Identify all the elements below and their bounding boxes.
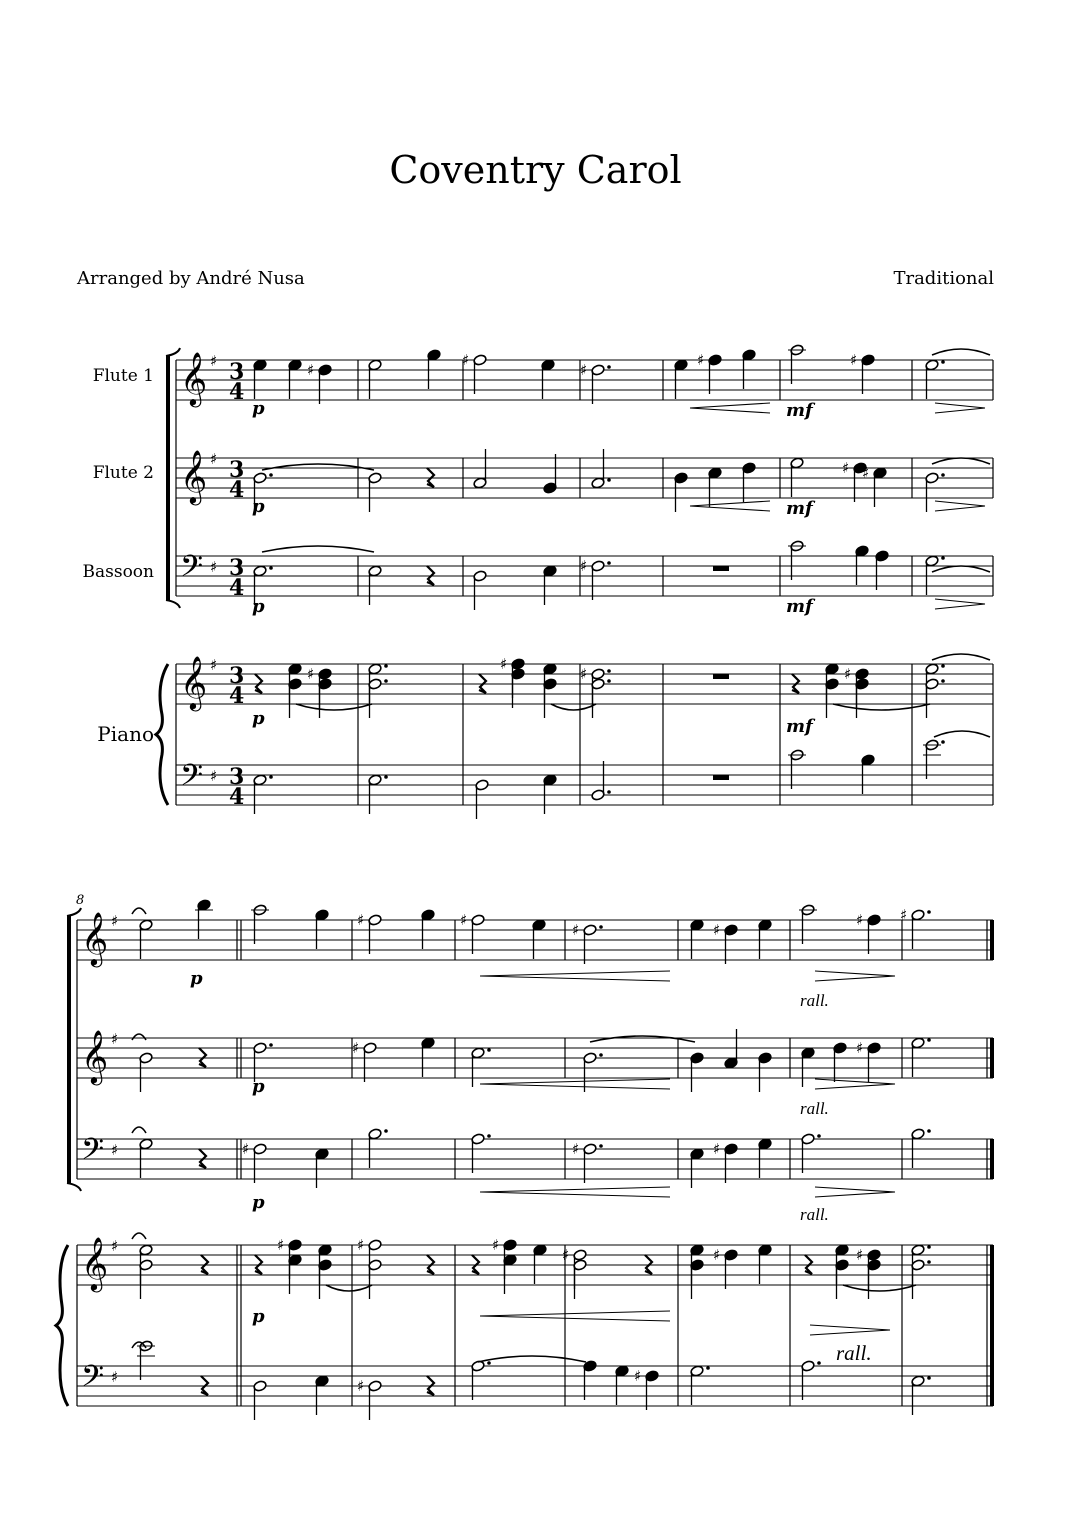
sharp-accidental: ♯ (357, 1377, 365, 1395)
dot (941, 679, 945, 683)
note (634, 1367, 659, 1410)
crescendo-hairpin (690, 501, 770, 511)
whole-measure-rest (713, 566, 729, 571)
decrescendo-hairpin (810, 1325, 890, 1335)
note (911, 1375, 931, 1415)
note (572, 921, 603, 964)
dynamic-marking: p (252, 496, 265, 517)
note (690, 1052, 704, 1092)
treble-clef-icon: 𝄞 (180, 449, 208, 503)
treble-clef-icon: 𝄞 (180, 655, 208, 709)
dot (599, 1144, 603, 1148)
dot (487, 1361, 491, 1365)
note (139, 1138, 153, 1178)
note (137, 1340, 155, 1380)
key-signature-sharp: ♯ (111, 1237, 119, 1255)
tie-slur (132, 908, 146, 914)
tie-slur (326, 1285, 372, 1291)
note (357, 1377, 382, 1420)
note (867, 1259, 881, 1299)
note (288, 359, 302, 399)
dot (941, 740, 945, 744)
dynamic-marking: p (252, 708, 265, 729)
crescendo-hairpin (480, 971, 670, 981)
note (368, 774, 388, 814)
note (543, 454, 557, 494)
note (421, 1037, 435, 1077)
bracket-hook (166, 348, 180, 356)
sharp-accidental: ♯ (500, 655, 508, 673)
sharp-accidental: ♯ (357, 911, 365, 929)
dot (607, 669, 611, 673)
dynamic-marking: mf (786, 716, 813, 737)
dynamic-marking: p (252, 596, 265, 617)
instrument-label-bassoon: Bassoon (82, 562, 154, 582)
treble-clef-icon: 𝄞 (81, 1236, 109, 1290)
note (471, 1047, 491, 1087)
tie-slur (932, 458, 990, 464)
rall-marking: rall. (800, 1205, 829, 1224)
note (835, 1259, 849, 1299)
dynamic-marking: p (252, 1076, 265, 1097)
time-signature-bottom: 4 (229, 379, 245, 405)
piano-brace (156, 664, 168, 805)
bass-clef-icon: 𝄢 (81, 1133, 105, 1174)
tie-slur (833, 704, 930, 710)
piano-brace (56, 1245, 68, 1406)
composer-credit: Traditional (893, 268, 994, 289)
decrescendo-hairpin (815, 971, 895, 981)
rall-marking: rall. (800, 1099, 829, 1118)
treble-clef-icon: 𝄞 (81, 911, 109, 965)
treble-clef-icon: 𝄞 (180, 351, 208, 405)
note (591, 449, 611, 489)
note (856, 1039, 881, 1082)
decrescendo-hairpin (935, 501, 985, 511)
note (195, 899, 213, 939)
note (139, 1259, 153, 1299)
note (475, 779, 489, 819)
note (758, 919, 772, 959)
note (788, 344, 806, 384)
note (288, 678, 302, 718)
treble-clef-icon: 𝄞 (81, 1029, 109, 1083)
staff-bn-sys2 (77, 1139, 993, 1179)
dot (269, 566, 273, 570)
tie-slur (934, 731, 990, 737)
note (799, 904, 817, 944)
dot (817, 1361, 821, 1365)
key-signature-sharp: ♯ (111, 1141, 119, 1159)
note (533, 1244, 547, 1284)
note (357, 911, 382, 954)
note (742, 462, 756, 502)
bass-clef-icon: 𝄢 (180, 550, 204, 591)
tie-slur (932, 349, 990, 355)
sharp-accidental: ♯ (856, 1039, 864, 1057)
note (139, 919, 153, 959)
note (713, 921, 738, 964)
note (253, 1380, 267, 1420)
note (580, 361, 611, 404)
dynamic-marking: p (252, 1192, 265, 1213)
dynamic-marking: p (190, 968, 203, 989)
note (583, 1360, 597, 1400)
note (511, 668, 525, 708)
tie-slur (132, 1233, 146, 1239)
note (460, 911, 485, 954)
dot (384, 1129, 388, 1133)
time-signature-bottom: 4 (229, 784, 245, 810)
tie-slur (932, 654, 990, 660)
sharp-accidental: ♯ (572, 921, 580, 939)
dot (941, 360, 945, 364)
tie-slur (132, 1034, 146, 1040)
sharp-accidental: ♯ (713, 1140, 721, 1158)
dot (941, 473, 945, 477)
note (801, 1047, 815, 1087)
note (368, 565, 382, 605)
instrument-label-piano: Piano (97, 722, 154, 746)
tie-slur (296, 704, 372, 710)
dot (941, 664, 945, 668)
note (758, 1138, 772, 1178)
note (790, 457, 804, 497)
note (253, 774, 273, 814)
rall-marking: rall. (800, 991, 829, 1010)
note (543, 678, 557, 718)
sharp-accidental: ♯ (307, 665, 315, 683)
dynamic-marking: mf (786, 596, 813, 617)
dot (941, 556, 945, 560)
note (788, 540, 806, 580)
note (708, 467, 722, 507)
note (911, 1037, 931, 1077)
note (855, 545, 869, 585)
sharp-accidental: ♯ (900, 906, 908, 924)
whole-measure-rest (713, 775, 729, 780)
dot (927, 1260, 931, 1264)
bracket-hook (67, 1183, 81, 1191)
instrument-label-flute-1: Flute 1 (92, 366, 154, 386)
crescendo-hairpin (690, 403, 770, 413)
dot (384, 775, 388, 779)
sharp-accidental: ♯ (357, 1236, 365, 1254)
note (690, 1365, 710, 1405)
instrument-label-flute-2: Flute 2 (92, 463, 154, 483)
dot (599, 1053, 603, 1057)
note (251, 904, 269, 944)
tie-slur (478, 1356, 586, 1362)
sharp-accidental: ♯ (352, 1039, 360, 1057)
tie-slur (262, 546, 374, 552)
time-signature-top: 3 (229, 663, 245, 689)
sharp-accidental: ♯ (572, 1140, 580, 1158)
note (580, 557, 611, 600)
sharp-accidental: ♯ (580, 557, 588, 575)
note (900, 906, 931, 949)
note (473, 570, 487, 610)
note (318, 678, 332, 718)
note (742, 349, 756, 389)
note (713, 1140, 738, 1183)
note (674, 472, 688, 512)
note (253, 359, 267, 399)
note (368, 359, 382, 399)
dot (607, 561, 611, 565)
dot (927, 1245, 931, 1249)
sharp-accidental: ♯ (844, 665, 852, 683)
key-signature-sharp: ♯ (210, 656, 218, 674)
note (724, 1029, 738, 1069)
note (462, 351, 487, 394)
note (242, 1140, 267, 1183)
tie-slur (843, 1285, 916, 1291)
time-signature-top: 3 (229, 764, 245, 790)
dot (384, 664, 388, 668)
note (318, 1259, 332, 1299)
note (139, 1052, 153, 1092)
dynamic-marking: mf (786, 400, 813, 421)
note (615, 1365, 629, 1405)
bracket-hook (166, 600, 180, 608)
tie-slur (132, 1127, 146, 1133)
sharp-accidental: ♯ (492, 1236, 500, 1254)
decrescendo-hairpin (815, 1187, 895, 1197)
note (758, 1052, 772, 1092)
note (352, 1039, 377, 1082)
note (543, 565, 557, 605)
time-signature-bottom: 4 (229, 575, 245, 601)
dot (487, 1048, 491, 1052)
note (911, 1128, 931, 1168)
staff-pl (176, 765, 993, 805)
time-signature-top: 3 (229, 359, 245, 385)
note (925, 555, 945, 595)
note (875, 550, 889, 590)
decrescendo-hairpin (935, 403, 985, 413)
dot (927, 1376, 931, 1380)
crescendo-hairpin (480, 1079, 670, 1089)
sharp-accidental: ♯ (856, 1246, 864, 1264)
note (473, 449, 487, 489)
note (572, 1140, 603, 1183)
dot (269, 775, 273, 779)
rall-marking: rall. (836, 1341, 872, 1365)
note (307, 361, 332, 404)
dot (927, 1129, 931, 1133)
note (690, 1259, 704, 1299)
key-signature-sharp: ♯ (111, 912, 119, 930)
key-signature-sharp: ♯ (210, 767, 218, 785)
time-signature-bottom: 4 (229, 683, 245, 709)
key-signature-sharp: ♯ (111, 1030, 119, 1048)
note (713, 1246, 738, 1289)
note (543, 774, 557, 814)
score-title: Coventry Carol (389, 148, 682, 192)
note (690, 1148, 704, 1188)
decrescendo-hairpin (935, 599, 985, 609)
dynamic-marking: p (252, 398, 265, 419)
dot (817, 1134, 821, 1138)
note (674, 359, 688, 399)
dot (927, 1038, 931, 1042)
note (833, 1042, 847, 1082)
dot (599, 925, 603, 929)
sharp-accidental: ♯ (713, 921, 721, 939)
note (368, 1259, 382, 1299)
note (923, 739, 945, 779)
time-signature-top: 3 (229, 555, 245, 581)
note (856, 911, 881, 954)
note (427, 349, 441, 389)
key-signature-sharp: ♯ (210, 450, 218, 468)
bass-clef-icon: 𝄢 (180, 759, 204, 800)
sharp-accidental: ♯ (850, 351, 858, 369)
note (861, 754, 875, 794)
tie-slur (551, 704, 596, 710)
key-signature-sharp: ♯ (210, 558, 218, 576)
tie-slur (262, 464, 374, 470)
sharp-accidental: ♯ (580, 361, 588, 379)
dot (706, 1366, 710, 1370)
dot (607, 790, 611, 794)
note (925, 359, 945, 399)
staff-pl-sys2 (77, 1366, 993, 1406)
sharp-accidental: ♯ (697, 351, 705, 369)
sharp-accidental: ♯ (856, 911, 864, 929)
measure-number: 8 (76, 893, 85, 908)
tie-slur (932, 566, 990, 572)
note (368, 472, 382, 512)
note (697, 351, 722, 394)
arranger-credit: Arranged by André Nusa (77, 268, 305, 289)
note (421, 909, 435, 949)
crescendo-hairpin (480, 1187, 670, 1197)
dynamic-marking: mf (786, 498, 813, 519)
note (532, 919, 546, 959)
key-signature-sharp: ♯ (210, 352, 218, 370)
dot (269, 473, 273, 477)
time-signature-top: 3 (229, 457, 245, 483)
note (315, 1375, 329, 1415)
sharp-accidental: ♯ (242, 1140, 250, 1158)
dynamic-marking: p (252, 1306, 265, 1327)
sharp-accidental: ♯ (580, 665, 588, 683)
note (825, 678, 839, 718)
note (573, 1259, 587, 1299)
note (315, 1148, 329, 1188)
dot (607, 679, 611, 683)
note (288, 1254, 302, 1294)
dot (269, 1043, 273, 1047)
note (788, 749, 806, 789)
note (758, 1244, 772, 1284)
sharp-accidental: ♯ (307, 361, 315, 379)
sharp-accidental: ♯ (713, 1246, 721, 1264)
note (855, 678, 869, 718)
note (503, 1254, 517, 1294)
note (368, 1128, 388, 1168)
whole-measure-rest (713, 674, 729, 679)
note (850, 351, 875, 394)
time-signature-bottom: 4 (229, 477, 245, 503)
note (862, 464, 887, 507)
dot (927, 910, 931, 914)
note (315, 909, 329, 949)
bass-clef-icon: 𝄢 (81, 1360, 105, 1401)
bracket-hook (67, 908, 81, 916)
dot (607, 478, 611, 482)
sharp-accidental: ♯ (460, 911, 468, 929)
sharp-accidental: ♯ (634, 1367, 642, 1385)
sharp-accidental: ♯ (462, 351, 470, 369)
note (690, 919, 704, 959)
sharp-accidental: ♯ (277, 1236, 285, 1254)
sharp-accidental: ♯ (862, 464, 870, 482)
crescendo-hairpin (480, 1311, 670, 1321)
dot (384, 679, 388, 683)
sharp-accidental: ♯ (562, 1246, 570, 1264)
note (541, 359, 555, 399)
dot (487, 1134, 491, 1138)
dot (607, 365, 611, 369)
decrescendo-hairpin (815, 1079, 895, 1089)
sharp-accidental: ♯ (842, 459, 850, 477)
key-signature-sharp: ♯ (111, 1368, 119, 1386)
tie-slur (590, 1036, 695, 1042)
